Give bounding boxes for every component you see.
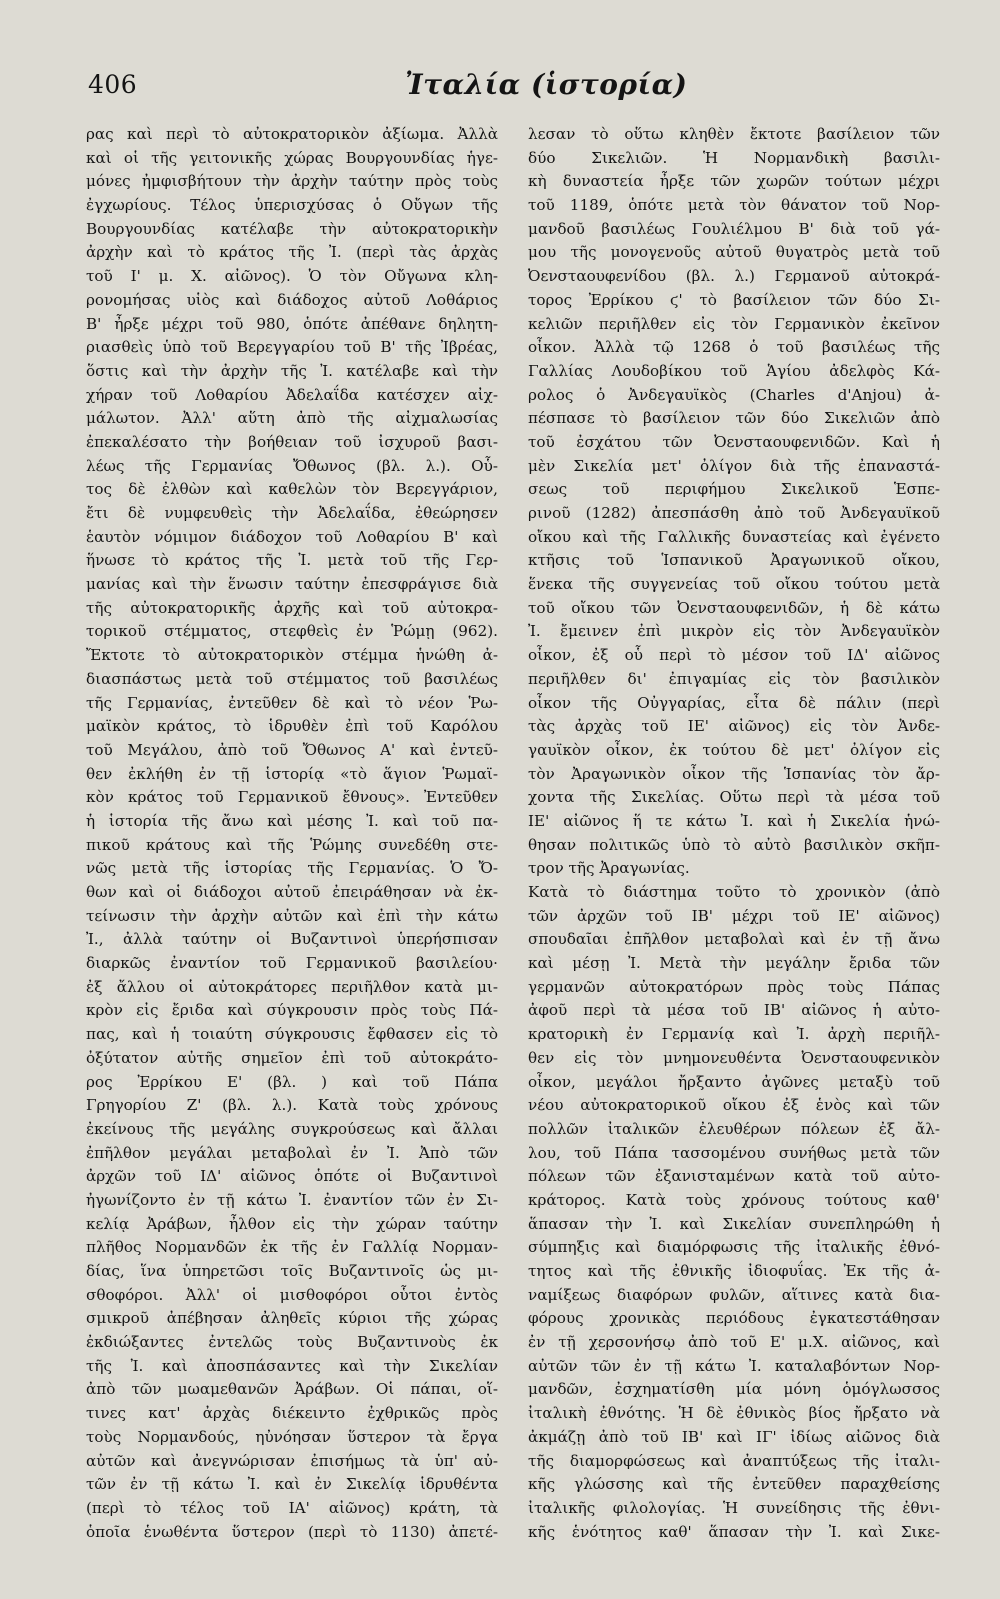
text-line: Β' ἦρξε μέχρι τοῦ 980, ὁπότε ἀπέθανε δηλητη- — [86, 314, 498, 333]
text-line: κελιῶν περιῆλθεν εἰς τὸν Γερμανικὸν ἐκεῖνον — [528, 314, 940, 333]
text-line: ρος Ἐρρίκου Ε' (βλ. ) καὶ τοῦ Πάπα — [86, 1072, 498, 1091]
text-line: νῶς μετὰ τῆς ἱστορίας τῆς Γερμανίας. Ὁ Ὄ- — [86, 859, 498, 878]
text-line: ἰταλικῆς φιλολογίας. Ἡ συνείδησις τῆς ἐθνι- — [528, 1498, 940, 1517]
text-line: ὅστις καὶ τὴν ἀρχὴν τῆς Ἰ. κατέλαβε καὶ τὴν — [86, 361, 498, 380]
running-title: Ἰταλία (ἱστορία) — [405, 68, 688, 101]
text-line: τῶν ἐν τῇ κάτω Ἰ. καὶ ἐν Σικελίᾳ ἱδρυθέντα — [86, 1475, 498, 1494]
text-line: περιῆλθεν δι' ἐπιγαμίας εἰς τὸν βασιλικὸν — [528, 669, 940, 688]
text-line: διαρκῶς ἐναντίον τοῦ Γερμανικοῦ βασιλείου· — [86, 954, 498, 973]
text-line: ἰταλικὴ ἐθνότης. Ἡ δὲ ἐθνικὸς βίος ἤρξατο νὰ — [528, 1404, 940, 1423]
text-line: τοῦ ἐσχάτου τῶν Ὀενσταουφενιδῶν. Καὶ ἡ — [528, 432, 940, 451]
text-line: οἶκον, ἐξ οὗ περὶ τὸ μέσον τοῦ ΙΔ' αἰῶνος — [528, 646, 940, 665]
text-line: τορος Ἐρρίκου ϛ' τὸ βασίλειον τῶν δύο Σι- — [528, 290, 940, 309]
text-line: πικοῦ κράτους καὶ τῆς Ῥώμης συνεδέθη στε- — [86, 835, 498, 854]
text-line: πας, καὶ ἡ τοιαύτη σύγκρουσις ἔφθασεν εἰς τὸ — [86, 1025, 498, 1044]
text-line: σεως τοῦ περιφήμου Σικελικοῦ Ἑσπε- — [528, 480, 940, 499]
text-line: πλῆθος Νορμανδῶν ἐκ τῆς ἐν Γαλλίᾳ Νορμαν- — [86, 1238, 498, 1257]
text-line: ἐκείνους τῆς μεγάλης συγκρούσεως καὶ ἄλλαι — [86, 1119, 498, 1138]
text-line: πολλῶν ἰταλικῶν ἐλευθέρων πόλεων ἐξ ἄλ- — [528, 1119, 940, 1138]
text-line: ἀπὸ τῶν μωαμεθανῶν Ἀράβων. Οἱ πάπαι, οἵ- — [86, 1380, 498, 1399]
text-line: ἡ ἱστορία τῆς ἄνω καὶ μέσης Ἰ. καὶ τοῦ πα- — [86, 811, 498, 830]
text-line: γερμανῶν αὐτοκρατόρων πρὸς τοὺς Πάπας — [528, 977, 940, 996]
text-line: κῆς γλώσσης καὶ τῆς ἐντεῦθεν παραχθείσης — [528, 1475, 940, 1494]
text-line: ἐπῆλθον μεγάλαι μεταβολαὶ ἐν Ἰ. Ἀπὸ τῶν — [86, 1143, 498, 1162]
text-line: διασπάστως μετὰ τοῦ στέμματος τοῦ βασιλέως — [86, 669, 498, 688]
text-line: γαυϊκὸν οἶκον, ἐκ τούτου δὲ μετ' ὀλίγον εἰς — [528, 740, 940, 759]
text-line: ρινοῦ (1282) ἀπεσπάσθη ἀπὸ τοῦ Ἀνδεγαυϊκοῦ — [528, 504, 940, 522]
text-line: ἐν τῇ χερσονήσῳ ἀπὸ τοῦ Ε' μ.Χ. αἰῶνος, καὶ — [528, 1333, 940, 1352]
text-line: Βουργουνδίας κατέλαβε τὴν αὐτοκρατορικὴν — [86, 219, 498, 238]
text-line: καὶ μέσῃ Ἰ. Μετὰ τὴν μεγάλην ἔριδα τῶν — [528, 954, 940, 973]
text-line: τὸν Ἀραγωνικὸν οἶκον τῆς Ἱσπανίας τὸν ἄρ- — [528, 764, 940, 783]
text-line: μόνες ἠμφισβήτουν τὴν ἀρχὴν ταύτην πρὸς τοὺς — [86, 172, 498, 191]
text-line: Ὀενσταουφενίδου (βλ. λ.) Γερμανοῦ αὐτοκρά- — [528, 267, 940, 286]
text-line: Ἰ. ἔμεινεν ἐπὶ μικρὸν εἰς τὸν Ἀνδεγαυϊκὸν — [528, 622, 940, 641]
text-line: ἐξ ἄλλου οἱ αὐτοκράτορες περιῆλθον κατὰ μι- — [86, 977, 498, 996]
text-line: θησαν πολιτικῶς ὑπὸ τὸ αὐτὸ βασιλικὸν σκῆπ- — [528, 835, 940, 854]
text-line: τείνωσιν τὴν ἀρχὴν αὐτῶν καὶ ἐπὶ τὴν κάτω — [86, 906, 498, 925]
text-line: Ἰ., ἀλλὰ ταύτην οἱ Βυζαντινοὶ ὑπερήσπισαν — [86, 930, 498, 949]
text-line: οἶκον τῆς Οὐγγαρίας, εἶτα δὲ πάλιν (περὶ — [528, 693, 940, 712]
text-line: κρατορικὴ ἐν Γερμανίᾳ καὶ Ἰ. ἀρχὴ περιῆλ- — [528, 1025, 940, 1044]
text-line: τοῦ Ι' μ. Χ. αἰῶνος). Ὁ τὸν Οὔγωνα κλη- — [86, 267, 498, 286]
text-line: μὲν Σικελία μετ' ὀλίγον διὰ τῆς ἐπαναστά- — [528, 456, 940, 475]
text-line: θεν ἐκλήθη ἐν τῇ ἱστορίᾳ «τὸ ἅγιον Ῥωμαϊ- — [86, 764, 498, 783]
text-line: χοντα τῆς Σικελίας. Οὕτω περὶ τὰ μέσα τοῦ — [528, 788, 940, 807]
text-line: ἀκμάζῃ ἀπὸ τοῦ ΙΒ' καὶ ΙΓ' ἰδίως αἰῶνος διὰ — [528, 1427, 940, 1446]
text-line: σθοφόροι. Ἀλλ' οἱ μισθοφόροι οὗτοι ἐντὸς — [86, 1285, 498, 1304]
text-line: τορικοῦ στέμματος, στεφθεὶς ἐν Ῥώμῃ (962). — [86, 622, 498, 641]
text-line: πέσπασε τὸ βασίλειον τῶν δύο Σικελιῶν ἀπὸ — [528, 409, 940, 428]
text-line: μαϊκὸν κράτος, τὸ ἱδρυθὲν ἐπὶ τοῦ Καρόλου — [86, 717, 498, 736]
text-line: Ἔκτοτε τὸ αὐτοκρατορικὸν στέμμα ἡνώθη ἀ- — [86, 646, 498, 665]
text-line: τοὺς Νορμανδούς, ηὐνόησαν ὕστερον τὰ ἔργα — [86, 1427, 498, 1446]
text-line: χήραν τοῦ Λοθαρίου Ἀδελαΐδα κατέσχεν αἰχ- — [86, 385, 498, 404]
text-line: ρολος ὁ Ἀνδεγαυϊκὸς (Charles d'Anjou) ἀ- — [528, 385, 940, 404]
text-line: ὁποῖα ἑνωθέντα ὕστερον (περὶ τὸ 1130) ἀπετέ- — [86, 1522, 498, 1541]
text-line: τῶν ἀρχῶν τοῦ ΙΒ' μέχρι τοῦ ΙΕ' αἰῶνος) — [528, 906, 940, 925]
text-line: κὸν κράτος τοῦ Γερμανικοῦ ἔθνους». Ἐντεῦθεν — [86, 788, 498, 807]
text-line: Γαλλίας Λουδοβίκου τοῦ Ἁγίου ἀδελφὸς Κά- — [528, 361, 940, 380]
text-line: τινες κατ' ἀρχὰς διέκειντο ἐχθρικῶς πρὸς — [86, 1404, 498, 1423]
text-line: μου τῆς μονογενοῦς αὐτοῦ θυγατρὸς μετὰ τοῦ — [528, 243, 940, 262]
text-line: τος δὲ ἐλθὼν καὶ καθελὼν τὸν Βερεγγάριον, — [86, 480, 498, 499]
text-line: ρας καὶ περὶ τὸ αὐτοκρατορικὸν ἀξίωμα. Ἀλλὰ — [86, 125, 498, 143]
text-line: ἔτι δὲ νυμφευθεὶς τὴν Ἀδελαΐδα, ἐθεώρησεν — [86, 504, 498, 522]
text-line: ἐγχωρίους. Τέλος ὑπερισχύσας ὁ Οὔγων τῆς — [86, 196, 498, 215]
text-line: οἶκον, μεγάλοι ἤρξαντο ἀγῶνες μεταξὺ τοῦ — [528, 1072, 940, 1091]
text-line: αὐτῶν τῶν ἐν τῇ κάτω Ἰ. καταλαβόντων Νορ- — [528, 1356, 940, 1375]
text-line: μανδῶν, ἐσχηματίσθη μία μόνη ὁμόγλωσσος — [528, 1380, 940, 1399]
left-text-column — [86, 123, 498, 1544]
text-line: ἐκδιώξαντες ἐντελῶς τοὺς Βυζαντινοὺς ἐκ — [86, 1333, 498, 1352]
text-line: κράτορος. Κατὰ τοὺς χρόνους τούτους καθ' — [528, 1190, 940, 1209]
text-line: τοῦ 1189, ὁπότε μετὰ τὸν θάνατον τοῦ Νορ- — [528, 196, 940, 215]
text-line: αὐτῶν καὶ ἀνεγνώρισαν ἐπισήμως τὰ ὑπ' αὐ- — [86, 1451, 498, 1470]
text-line: τῆς Ἰ. καὶ ἀποσπάσαντες καὶ τὴν Σικελίαν — [86, 1356, 498, 1375]
text-line: λέως τῆς Γερμανίας Ὄθωνος (βλ. λ.). Οὗ- — [86, 456, 498, 475]
text-line: κὴ δυναστεία ἦρξε τῶν χωρῶν τούτων μέχρι — [528, 172, 940, 191]
text-line: τοῦ Μεγάλου, ἀπὸ τοῦ Ὄθωνος Α' καὶ ἐντεῦ- — [86, 740, 498, 759]
text-line: ἐπεκαλέσατο τὴν βοήθειαν τοῦ ἰσχυροῦ βασι- — [86, 432, 498, 451]
column-gutter — [510, 125, 511, 1595]
text-line: σμικροῦ ἀπέβησαν ἀληθεῖς κύριοι τῆς χώρας — [86, 1309, 498, 1328]
text-line: οἶκον. Ἀλλὰ τῷ 1268 ὁ τοῦ βασιλέως τῆς — [528, 338, 940, 357]
page-number: 406 — [88, 70, 138, 99]
text-line: ἀρχὴν καὶ τὸ κράτος τῆς Ἰ. (περὶ τὰς ἀρχὰς — [86, 243, 498, 262]
text-line: ΙΕ' αἰῶνος ἥ τε κάτω Ἰ. καὶ ἡ Σικελία ἡνώ- — [528, 811, 940, 830]
text-line: θεν εἰς τὸν μνημονευθέντα Ὀενσταουφενικὸν — [528, 1048, 940, 1067]
text-line: μανίας καὶ τὴν ἕνωσιν ταύτην ἐπεσφράγισε διὰ — [86, 575, 498, 594]
text-line: (περὶ τὸ τέλος τοῦ ΙΑ' αἰῶνος) κράτη, τὰ — [86, 1498, 498, 1517]
text-line: λου, τοῦ Πάπα τασσομένου συνήθως μετὰ τῶν — [528, 1143, 940, 1162]
text-line: δίας, ἵνα ὑπηρετῶσι τοῖς Βυζαντινοῖς ὡς μι- — [86, 1262, 498, 1280]
text-line: κτῆσις τοῦ Ἱσπανικοῦ Ἀραγωνικοῦ οἴκου, — [528, 551, 940, 570]
text-line: τῆς αὐτοκρατορικῆς ἀρχῆς καὶ τοῦ αὐτοκρα- — [86, 598, 498, 617]
text-line: μάλωτον. Ἀλλ' αὕτη ἀπὸ τῆς αἰχμαλωσίας — [86, 409, 498, 428]
text-line: δύο Σικελιῶν. Ἡ Νορμανδικὴ βασιλι- — [528, 148, 940, 167]
text-line: καὶ οἱ τῆς γειτονικῆς χώρας Βουργουνδίας ἡγε- — [86, 148, 498, 167]
text-line: θων καὶ οἱ διάδοχοι αὐτοῦ ἐπειράθησαν νὰ ἐκ- — [86, 883, 498, 901]
text-line: ἅπασαν τὴν Ἰ. καὶ Σικελίαν συνεπληρώθη ἡ — [528, 1214, 940, 1233]
text-line: ἠγωνίζοντο ἐν τῇ κάτω Ἰ. ἐναντίον τῶν ἐν Σι- — [86, 1190, 498, 1209]
text-line: σπουδαῖαι ἐπῆλθον μεταβολαὶ καὶ ἐν τῇ ἄνω — [528, 930, 940, 949]
text-line: ἕνεκα τῆς συγγενείας τοῦ οἴκου τούτου μετὰ — [528, 575, 940, 594]
text-line: ἀρχῶν τοῦ ΙΔ' αἰῶνος ὁπότε οἱ Βυζαντινοὶ — [86, 1167, 498, 1186]
text-line: φόρους χρονικὰς περιόδους ἐγκατεστάθησαν — [528, 1309, 940, 1328]
text-line: τῆς Γερμανίας, ἐντεῦθεν δὲ καὶ τὸ νέον Ῥω- — [86, 693, 498, 712]
text-line: τοῦ οἴκου τῶν Ὀενσταουφενιδῶν, ἡ δὲ κάτω — [528, 598, 940, 617]
text-line: νέου αὐτοκρατορικοῦ οἴκου ἐξ ἑνὸς καὶ τῶν — [528, 1096, 940, 1115]
text-line: κῆς ἑνότητος καθ' ἅπασαν τὴν Ἰ. καὶ Σικε- — [528, 1522, 940, 1541]
text-line: μανδοῦ βασιλέως Γουλιέλμου Β' διὰ τοῦ γά- — [528, 219, 940, 238]
text-line: πόλεων τῶν ἐξανισταμένων κατὰ τοῦ αὐτο- — [528, 1167, 940, 1186]
text-line: Γρηγορίου Ζ' (βλ. λ.). Κατὰ τοὺς χρόνους — [86, 1096, 498, 1115]
right-text-column — [528, 123, 940, 1544]
text-line: κελίᾳ Ἀράβων, ἦλθον εἰς τὴν χώραν ταύτην — [86, 1214, 498, 1233]
text-line: ἑαυτὸν νόμιμον διάδοχον τοῦ Λοθαρίου Β' καὶ — [86, 527, 498, 546]
text-line: τῆς διαμορφώσεως καὶ ἀναπτύξεως τῆς ἰταλι- — [528, 1451, 940, 1470]
text-line: λεσαν τὸ οὕτω κληθὲν ἔκτοτε βασίλειον τῶν — [528, 125, 940, 143]
text-line: ναμίξεως διαφόρων φυλῶν, αἵτινες κατὰ δια- — [528, 1285, 940, 1304]
text-line: κρὸν εἰς ἔριδα καὶ σύγκρουσιν πρὸς τοὺς Πά- — [86, 1001, 498, 1020]
text-line: ριασθεὶς ὑπὸ τοῦ Βερεγγαρίου τοῦ Β' τῆς Ἰβρέας, — [86, 338, 498, 357]
text-line: ὀξύτατον αὐτῆς σημεῖον ἐπὶ τοῦ αὐτοκράτο- — [86, 1048, 498, 1067]
text-line: σύμπηξις καὶ διαμόρφωσις τῆς ἰταλικῆς ἐθνό- — [528, 1238, 940, 1257]
text-line: τρον τῆς Ἀραγωνίας. — [528, 859, 690, 878]
text-line: τὰς ἀρχὰς τοῦ ΙΕ' αἰῶνος) εἰς τὸν Ἀνδε- — [528, 717, 940, 736]
text-line: ἥνωσε τὸ κράτος τῆς Ἰ. μετὰ τοῦ τῆς Γερ- — [86, 551, 498, 570]
text-line: ἀφοῦ περὶ τὰ μέσα τοῦ ΙΒ' αἰῶνος ἡ αὐτο- — [528, 1001, 940, 1020]
text-line: Κατὰ τὸ διάστημα τοῦτο τὸ χρονικὸν (ἀπὸ — [528, 883, 940, 901]
text-line: τητος καὶ τῆς ἐθνικῆς ἰδιοφυΐας. Ἐκ τῆς ἀ- — [528, 1262, 940, 1280]
text-line: οἴκου καὶ τῆς Γαλλικῆς δυναστείας καὶ ἐγένετο — [528, 527, 940, 546]
text-line: ρονομήσας υἱὸς καὶ διάδοχος αὐτοῦ Λοθάριος — [86, 290, 498, 309]
